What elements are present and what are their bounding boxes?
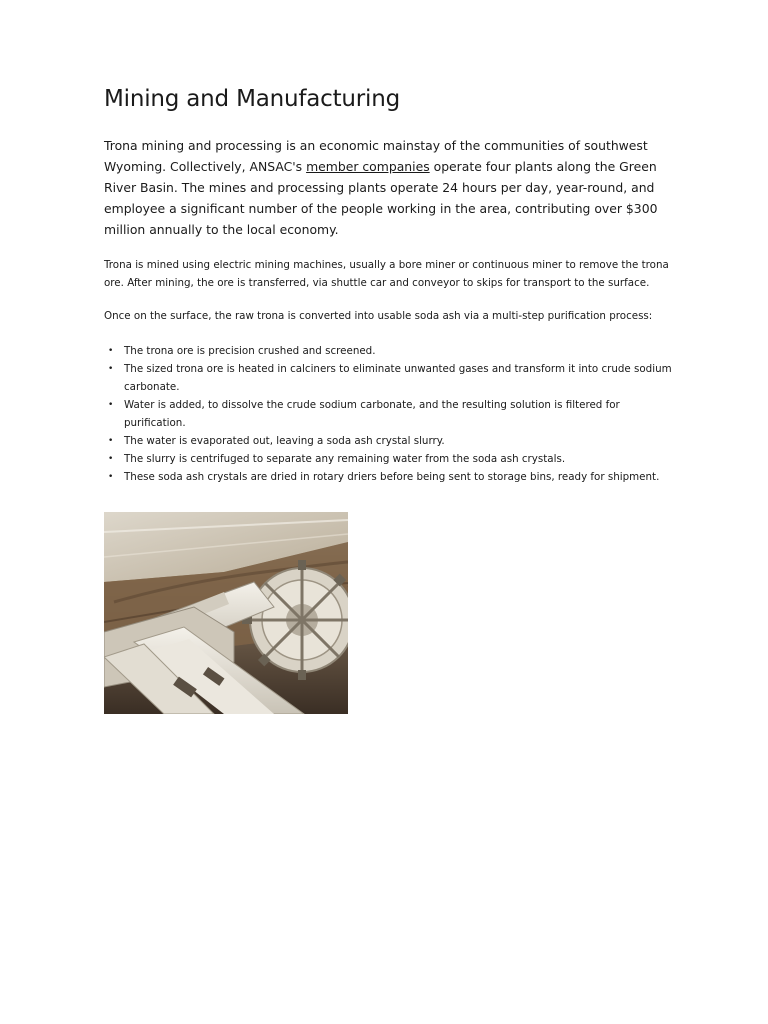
- step-text: The slurry is centrifuged to separate any remaining water from the soda ash crystals.: [124, 453, 566, 465]
- bullet-icon: •: [108, 436, 114, 446]
- bore-miner-illustration: [104, 512, 348, 714]
- article: [104, 84, 674, 486]
- bullet-icon: •: [108, 364, 114, 374]
- intro-text-start: Trona mining and processing is an economic mainstay of the communities of southwest Wyoming. Collectively, ANSAC's: [104, 138, 648, 174]
- step-text: These soda ash crystals are dried in rotary driers before being sent to storage bins, ready for shipment.: [124, 471, 660, 483]
- list-item: [104, 468, 674, 486]
- list-item: [104, 342, 674, 360]
- list-item: [104, 432, 674, 450]
- process-intro: Once on the surface, the raw trona is converted into usable soda ash via a multi-step purification process:: [104, 310, 653, 322]
- step-text: The sized trona ore is heated in calciners to eliminate unwanted gases and transform it into crude sodium carbonate.: [124, 363, 672, 393]
- bullet-icon: •: [108, 454, 114, 464]
- step-text: Water is added, to dissolve the crude sodium carbonate, and the resulting solution is filtered for purification.: [124, 399, 620, 429]
- list-item: [104, 396, 674, 432]
- step-text: The trona ore is precision crushed and screened.: [124, 345, 376, 357]
- process-steps-list: [104, 342, 674, 486]
- list-item: [104, 360, 674, 396]
- step-text: The water is evaporated out, leaving a soda ash crystal slurry.: [124, 435, 445, 447]
- list-item: [104, 450, 674, 468]
- bullet-icon: •: [108, 346, 114, 356]
- intro-paragraph: [104, 135, 674, 240]
- bullet-icon: •: [108, 400, 114, 410]
- bullet-icon: •: [108, 472, 114, 482]
- mining-paragraph: Trona is mined using electric mining machines, usually a bore miner or continuous miner to remove the trona ore. After mining, the ore is transferred, via shuttle car and conveyor to skips for transport to the surface.: [104, 259, 669, 289]
- member-companies-link[interactable]: member companies: [306, 159, 430, 174]
- intro-text-end: operate four plants along the Green River Basin. The mines and processing plants operate 24 hours per day, year-round, and employee a significant number of the people working in the area, contributing over $300 million annually to the local economy.: [104, 159, 658, 237]
- page-title: Mining and Manufacturing: [104, 86, 401, 112]
- mining-machine-photo: [104, 512, 348, 714]
